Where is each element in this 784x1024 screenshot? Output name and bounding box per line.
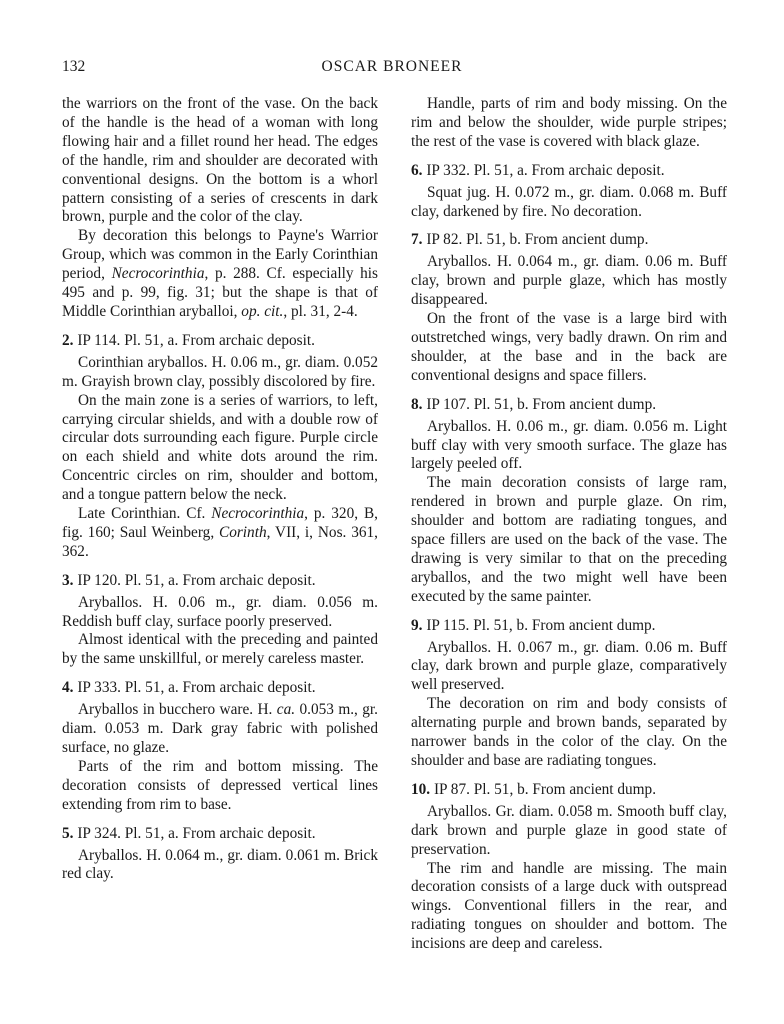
paragraph: Handle, parts of rim and body missing. On the rim and below the shoulder, wide purple stripes; the rest of the vase is covered with black glaze. <box>411 95 727 150</box>
running-head: OSCAR BRONEER <box>321 58 463 75</box>
left-column <box>62 95 378 884</box>
entry-heading-5: 5. IP 324. Pl. 51, a. From archaic deposit. <box>62 824 316 842</box>
entry-heading-3: 3. IP 120. Pl. 51, a. From archaic deposit. <box>62 571 316 589</box>
entry-heading-4: 4. IP 333. Pl. 51, a. From archaic deposit. <box>62 679 316 697</box>
entry-description: Squat jug. H. 0.072 m., gr. diam. 0.068 m. Buff clay, darkened by fire. No decoration. <box>411 183 727 220</box>
entry-description: Aryballos. H. 0.06 m., gr. diam. 0.056 m. Light buff clay with very smooth surface. The glaze has largely peeled off. <box>411 417 727 473</box>
entry-description: Aryballos. H. 0.064 m., gr. diam. 0.061 m. Brick red clay. <box>62 846 378 883</box>
entry-description: Aryballos. H. 0.064 m., gr. diam. 0.06 m. Buff clay, brown and purple glaze, which has mostly disappeared. <box>411 253 727 309</box>
entry-reference: Late Corinthian. Cf. Necrocorinthia, p. 320, B, fig. 160; Saul Weinberg, Corinth, VII, i, Nos. 361, 362. <box>62 505 378 560</box>
page-header <box>62 58 722 80</box>
entry-description: Corinthian aryballos. H. 0.06 m., gr. diam. 0.052 m. Grayish brown clay, possibly discolored by fire. <box>62 353 378 390</box>
entry-heading-6: 6. IP 332. Pl. 51, a. From archaic deposit. <box>411 161 665 179</box>
entry-text: Parts of the rim and bottom missing. The decoration consists of depressed vertical lines extending from rim to base. <box>62 757 378 813</box>
page-number: 132 <box>62 58 86 75</box>
entry-description: Aryballos. H. 0.067 m., gr. diam. 0.06 m. Buff clay, dark brown and purple glaze, comparatively well preserved. <box>411 638 727 694</box>
entry-description: Aryballos in bucchero ware. H. ca. 0.053 m., gr. diam. 0.053 m. Dark gray fabric with polished surface, no glaze. <box>62 701 379 756</box>
paragraph: the warriors on the front of the vase. On the back of the handle is the head of a woman with long flowing hair and a fillet round her head. The edges of the handle, rim and shoulder are decorated with conventional designs. On the bottom is a whorl pattern consisting of a series of crescents in dark brown, purple and the color of the clay. <box>62 95 378 226</box>
entry-heading-8: 8. IP 107. Pl. 51, b. From ancient dump. <box>411 395 657 413</box>
entry-text: Almost identical with the preceding and painted by the same unskillful, or merely careless master. <box>62 631 378 668</box>
entry-description: Aryballos. Gr. diam. 0.058 m. Smooth buff clay, dark brown and purple glaze in good state of preservation. <box>411 802 727 858</box>
entry-text: On the front of the vase is a large bird with outstretched wings, very badly drawn. On rim and shoulder, at the base and in the back are conventional designs and space fillers. <box>411 310 727 384</box>
entry-description: Aryballos. H. 0.06 m., gr. diam. 0.056 m. Reddish buff clay, surface poorly preserved. <box>62 593 378 630</box>
entry-text: The rim and handle are missing. The main decoration consists of a large duck with outspread wings. Conventional fillers in the rear, and radiating tongues on shoulder and bottom. The incisions are deep and careless. <box>411 859 727 953</box>
entry-heading-2: 2. IP 114. Pl. 51, a. From archaic deposit. <box>62 331 315 349</box>
right-column <box>411 95 727 954</box>
entry-text: The decoration on rim and body consists of alternating purple and brown bands, separated by narrower bands in the color of the clay. On the shoulder and base are radiating tongues. <box>411 695 727 769</box>
entry-heading-7: 7. IP 82. Pl. 51, b. From ancient dump. <box>411 231 649 249</box>
entry-heading-10: 10. IP 87. Pl. 51, b. From ancient dump. <box>411 780 657 798</box>
paragraph: By decoration this belongs to Payne's Warrior Group, which was common in the Early Corinthian period, Necrocorinthia, p. 288. Cf. especially his 495 and p. 99, fig. 31; but the shape is that of Middle Corinthian aryballoi, op. cit., pl. 31, 2-4. <box>62 227 378 320</box>
entry-text: On the main zone is a series of warriors, to left, carrying circular shields, and with a double row of circular dots surrounding each figure. Purple circle on each shield and white dots around the rim. Concentric circles on rim, shoulder and bottom, and a tongue pattern below the neck. <box>62 391 378 504</box>
entry-text: The main decoration consists of large ram, rendered in brown and purple glaze. On rim, shoulder and bottom are radiating tongues, and space fillers are used on the back of the vase. The drawing is very similar to that on the preceding aryballos, and the two might well have been executed by the same painter. <box>411 474 727 605</box>
entry-heading-9: 9. IP 115. Pl. 51, b. From ancient dump. <box>411 616 656 634</box>
